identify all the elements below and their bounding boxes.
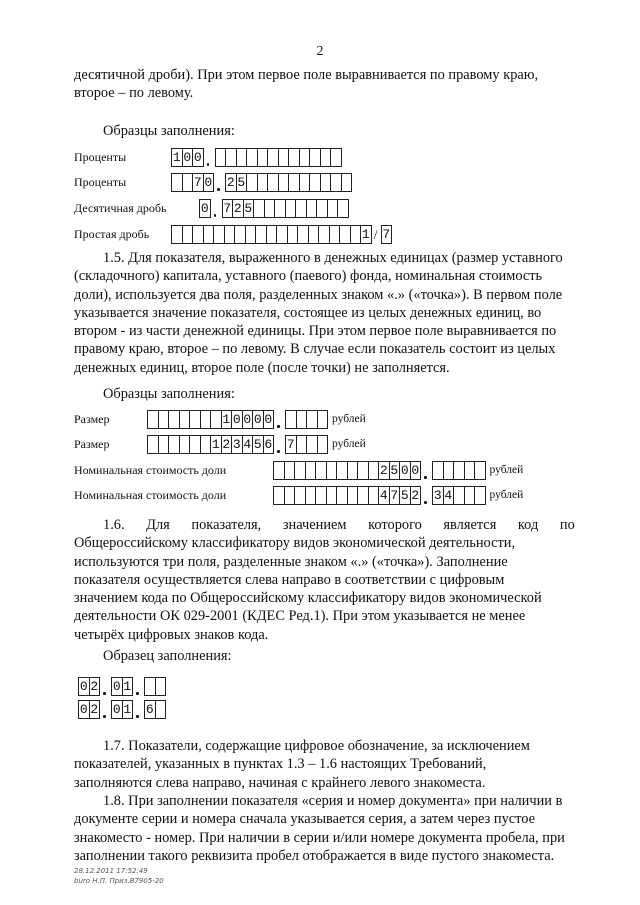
text-line: 1.7. Показатели, содержащие цифровое обозначение, за исключением	[103, 738, 530, 754]
field-label: Номинальная стоимость доли	[74, 488, 227, 502]
char-cell: 5	[400, 488, 409, 503]
char-cell: 4	[444, 488, 453, 503]
integer-part	[171, 173, 213, 192]
unit-label: рублей	[332, 438, 366, 450]
field-label: Простая дробь	[74, 227, 150, 241]
text-line: знакоместо - номер. При наличии в серии и/или номере документа пробела, при	[74, 829, 565, 846]
point-separator	[99, 677, 111, 696]
point-separator	[132, 700, 144, 719]
fraction-part	[432, 461, 485, 480]
unit-label: рублей	[489, 464, 524, 476]
text-line: заполняются слева направо, начиная с крайнего левого знакоместа.	[74, 774, 486, 791]
fraction-part	[381, 225, 392, 244]
text-line: показателя осуществляется слева направо в соответствии с цифровым	[74, 571, 505, 588]
point-separator	[99, 700, 111, 719]
field-label: Номинальная стоимость доли	[74, 463, 227, 477]
text-line: (складочного) капитала, уставного (паевого) фонда, номинальная стоимость	[74, 268, 543, 285]
text-line: значением кода по Общероссийскому классификатору видов экономической	[74, 590, 542, 607]
char-cell: 0	[200, 201, 209, 216]
char-cell: 0	[232, 412, 241, 427]
integer-part	[171, 225, 371, 244]
char-cell: 6	[264, 437, 273, 452]
char-cell: 0	[79, 679, 88, 694]
integer-part	[273, 486, 420, 505]
text-line: 1.8. При заполнении показателя «серия и номер документа» при наличии в	[103, 793, 563, 809]
page-number: 2	[316, 44, 324, 59]
text-line: денежных единиц, второе поле (после точки) не заполняется.	[74, 359, 450, 376]
char-cell: 2	[222, 437, 231, 452]
samples-heading: Образцы заполнения:	[103, 386, 235, 402]
field-label: Проценты	[74, 175, 127, 189]
fraction-part	[285, 410, 327, 429]
footer-line: 28.12.2011 17:52:49	[74, 867, 148, 875]
text-line: Общероссийскому классификатору видов экономической деятельности,	[74, 535, 516, 552]
point-separator	[132, 677, 144, 696]
point-separator	[203, 148, 215, 167]
intro-paragraph	[74, 66, 596, 103]
text-line: деятельности ОК 029-2001 (КДЕС Ред.1). При этом указывается не менее	[74, 608, 526, 625]
text-line: 1.6. Для показателя, значением которого является код по	[103, 517, 575, 533]
char-cell: 2	[90, 702, 99, 717]
char-cell: 7	[286, 437, 295, 452]
char-cell: 2	[226, 175, 235, 190]
point-separator	[420, 486, 432, 505]
char-cell: 2	[233, 201, 242, 216]
char-cell: 6	[145, 702, 154, 717]
char-cell: 1	[361, 227, 370, 242]
text-line: используются три поля, разделенные знаком «.» («точка»). Заполнение	[74, 553, 508, 570]
sample-heading: Образец заполнения:	[103, 648, 232, 664]
char-cell: 1	[123, 702, 132, 717]
text-line: документе серии и номера сначала указывается серия, а затем через пустое	[74, 811, 536, 828]
char-cell: 0	[264, 412, 273, 427]
unit-label: рублей	[332, 413, 366, 425]
point-separator	[420, 461, 432, 480]
cell-field	[147, 435, 366, 454]
paragraph-1-5	[74, 249, 596, 377]
cell-field	[78, 700, 165, 719]
char-cell: 0	[204, 175, 213, 190]
integer-part	[147, 410, 273, 429]
char-cell: 4	[243, 437, 252, 452]
point-separator	[210, 199, 222, 218]
char-cell	[317, 435, 329, 454]
char-cell: 2	[411, 488, 420, 503]
char-cell: 7	[223, 201, 232, 216]
char-cell: 5	[253, 437, 262, 452]
char-cell: 3	[433, 488, 442, 503]
field-label: Десятичная дробь	[74, 201, 167, 215]
cell-field	[199, 199, 348, 218]
text-line: 1.5. Для показателя, выраженного в денежных единицах (размер уставного	[103, 250, 563, 266]
char-cell: 0	[411, 463, 420, 478]
char-cell: 4	[379, 488, 388, 503]
text-line: второе – по левому.	[74, 85, 194, 102]
char-cell: 0	[183, 150, 192, 165]
char-cell: 0	[193, 150, 202, 165]
char-cell: 2	[90, 679, 99, 694]
char-cell: 0	[400, 463, 409, 478]
char-cell: 0	[79, 702, 88, 717]
char-cell: 1	[211, 437, 220, 452]
cell-field	[171, 173, 351, 192]
char-cell	[155, 700, 167, 719]
unit-label: рублей	[489, 489, 524, 501]
fraction-part	[432, 486, 485, 505]
footer-stamp	[74, 866, 164, 886]
char-cell: 7	[382, 227, 391, 242]
fraction-part	[285, 435, 327, 454]
char-cell	[341, 173, 353, 192]
paragraph-1-8	[74, 792, 596, 865]
paragraph-1-6	[74, 516, 596, 644]
fraction-part	[225, 173, 351, 192]
point-separator	[273, 410, 285, 429]
integer-part	[199, 199, 210, 218]
paragraph-1-7	[74, 737, 596, 792]
char-cell: 0	[253, 412, 262, 427]
integer-part	[171, 148, 203, 167]
char-cell	[474, 461, 486, 480]
cell-field	[273, 486, 523, 505]
char-cell	[330, 148, 342, 167]
text-line: доли), используется два поля, разделенных знаком «.» («точка»). В первом поле	[74, 286, 563, 303]
text-line: показателей, указанных в пунктах 1.3 – 1.6 настоящих Требований,	[74, 756, 487, 773]
char-cell: 1	[123, 679, 132, 694]
footer-line: buro Н.П. Приз.В7905-20	[74, 877, 164, 885]
text-line: указывается значение показателя, состоящее из целых денежных единиц, во	[74, 304, 542, 321]
char-cell: 7	[390, 488, 399, 503]
char-cell: 1	[222, 412, 231, 427]
char-cell: 5	[390, 463, 399, 478]
text-line: втором - из части денежной единицы. При этом первое поле выравнивается по	[74, 323, 557, 340]
text-line: правому краю, второе – по левому. В случае если показатель состоит из целых	[74, 341, 556, 358]
cell-field	[273, 461, 523, 480]
point-separator	[213, 173, 225, 192]
integer-part	[147, 435, 273, 454]
text-line: четырёх цифровых знаков кода.	[74, 626, 269, 643]
char-cell: 0	[243, 412, 252, 427]
fraction-part	[222, 199, 348, 218]
char-cell: 3	[232, 437, 241, 452]
field-label: Проценты	[74, 150, 127, 164]
cell-field	[171, 148, 341, 167]
char-cell	[474, 486, 486, 505]
slash-separator: /	[373, 227, 378, 242]
text-line: десятичной дроби). При этом первое поле выравнивается по правому краю,	[74, 67, 539, 83]
field-label: Размер	[74, 412, 110, 426]
char-cell: 7	[193, 175, 202, 190]
char-cell: 1	[172, 150, 181, 165]
samples-heading: Образцы заполнения:	[103, 123, 235, 139]
point-separator	[273, 435, 285, 454]
char-cell	[337, 199, 349, 218]
text-line: заполнении такого реквизита пробел отображается в виде пустого знакоместа.	[74, 847, 555, 864]
char-cell: 5	[237, 175, 246, 190]
cell-field	[171, 225, 391, 244]
fraction-part	[215, 148, 341, 167]
char-cell: 5	[244, 201, 253, 216]
char-cell	[155, 677, 167, 696]
char-cell: 0	[112, 702, 121, 717]
field-label: Размер	[74, 437, 110, 451]
cell-field	[147, 410, 366, 429]
char-cell	[317, 410, 329, 429]
char-cell: 0	[112, 679, 121, 694]
integer-part	[273, 461, 420, 480]
char-cell: 2	[379, 463, 388, 478]
cell-field	[78, 677, 165, 696]
